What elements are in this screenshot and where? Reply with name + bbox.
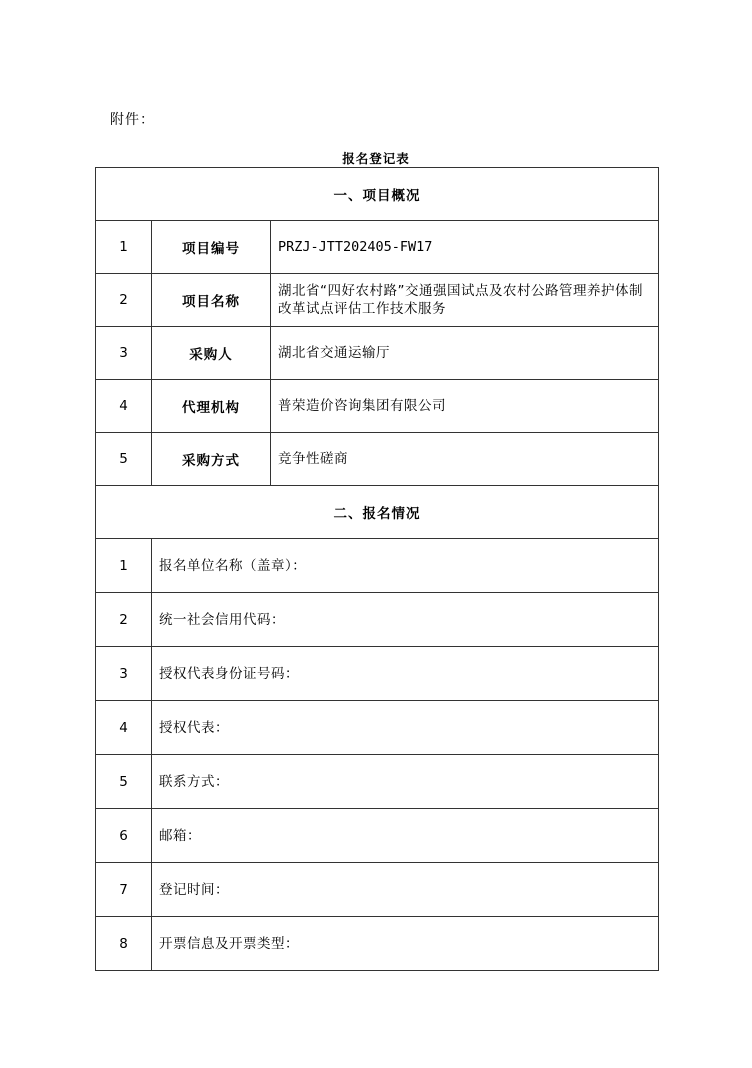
field-label: 采购方式 [152, 433, 271, 486]
attachment-label: 附件： [110, 112, 155, 128]
row-number: 8 [96, 917, 152, 971]
section-heading: 一、项目概况 [96, 168, 659, 221]
field-label-registration-time[interactable]: 登记时间： [152, 863, 659, 917]
field-value: 普荣造价咨询集团有限公司 [271, 380, 659, 433]
table-row [96, 539, 659, 593]
field-label-id-number[interactable]: 授权代表身份证号码： [152, 647, 659, 701]
field-label: 采购人 [152, 327, 271, 380]
row-number: 4 [96, 380, 152, 433]
row-number: 6 [96, 809, 152, 863]
table-row [96, 917, 659, 971]
row-number: 1 [96, 221, 152, 274]
row-number: 5 [96, 755, 152, 809]
field-label: 项目名称 [152, 274, 271, 327]
section-header-registration-info [96, 486, 659, 539]
table-row [96, 221, 659, 274]
row-number: 1 [96, 539, 152, 593]
field-value: 湖北省“四好农村路”交通强国试点及农村公路管理养护体制改革试点评估工作技术服务 [271, 274, 659, 327]
row-number: 4 [96, 701, 152, 755]
table-row [96, 701, 659, 755]
field-label-contact[interactable]: 联系方式： [152, 755, 659, 809]
field-value: 湖北省交通运输厅 [271, 327, 659, 380]
table-row [96, 647, 659, 701]
field-value: PRZJ-JTT202405-FW17 [271, 221, 659, 274]
row-number: 7 [96, 863, 152, 917]
table-row [96, 863, 659, 917]
row-number: 2 [96, 274, 152, 327]
table-row [96, 380, 659, 433]
field-label: 项目编号 [152, 221, 271, 274]
row-number: 3 [96, 647, 152, 701]
row-number: 3 [96, 327, 152, 380]
field-label-company-name[interactable]: 报名单位名称（盖章）： [152, 539, 659, 593]
field-label-credit-code[interactable]: 统一社会信用代码： [152, 593, 659, 647]
table-row [96, 327, 659, 380]
registration-table [95, 167, 659, 971]
table-row [96, 809, 659, 863]
table-row [96, 274, 659, 327]
field-label: 代理机构 [152, 380, 271, 433]
table-row [96, 593, 659, 647]
field-label-email[interactable]: 邮箱： [152, 809, 659, 863]
row-number: 2 [96, 593, 152, 647]
field-value: 竞争性磋商 [271, 433, 659, 486]
field-label-invoice-info[interactable]: 开票信息及开票类型： [152, 917, 659, 971]
row-number: 5 [96, 433, 152, 486]
table-row [96, 433, 659, 486]
form-title: 报名登记表 [342, 151, 410, 166]
table-row [96, 755, 659, 809]
section-header-project-overview [96, 168, 659, 221]
section-heading: 二、报名情况 [96, 486, 659, 539]
field-label-representative[interactable]: 授权代表： [152, 701, 659, 755]
